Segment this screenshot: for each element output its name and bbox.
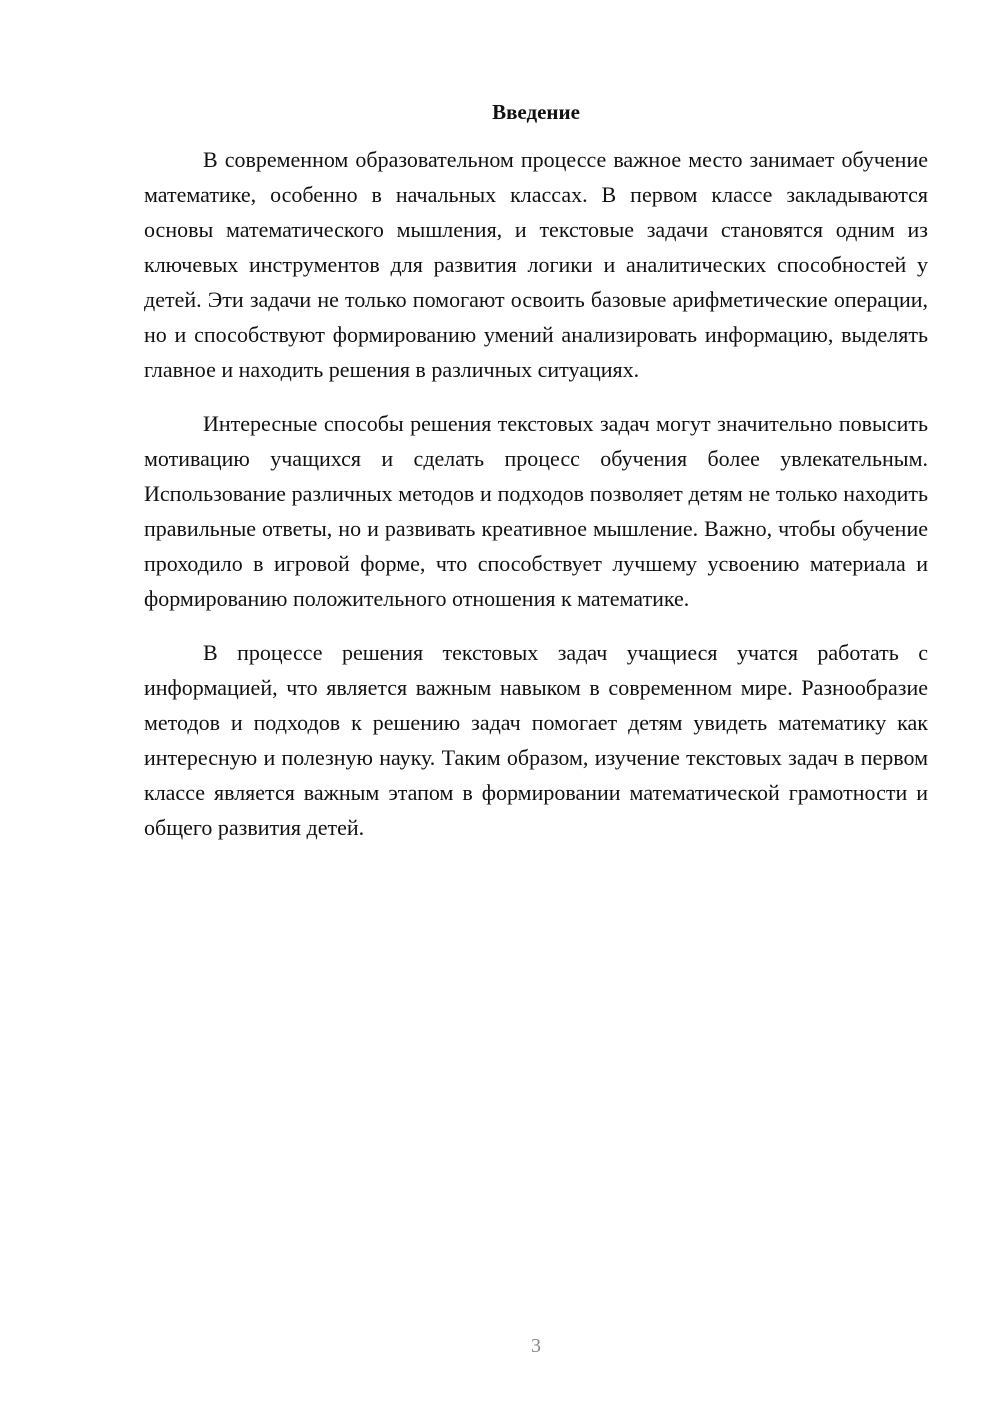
paragraph-1: В современном образовательном процессе важное место занимает обучение математике, особенно в начальных классах. В первом классе закладываются основы математического мышления, и текстовые задачи становятся одним из ключевых инструментов для развития логики и аналитических способностей у детей. Эти задачи не только помогают освоить базовые арифметические операции, но и способствуют формированию умений анализировать информацию, выделять главное и находить решения в различных ситуациях. — [144, 147, 928, 382]
body-text — [144, 142, 928, 864]
page-number: 3 — [531, 1335, 541, 1357]
section-title: Введение — [492, 100, 580, 124]
paragraph-3: В процессе решения текстовых задач учащиеся учатся работать с информацией, что является важным навыком в современном мире. Разнообразие методов и подходов к решению задач помогает детям увидеть математику как интересную и полезную науку. Таким образом, изучение текстовых задач в первом классе является важным этапом в формировании математической грамотности и общего развития детей. — [144, 640, 928, 840]
paragraph-2: Интересные способы решения текстовых задач могут значительно повысить мотивацию учащихся и сделать процесс обучения более увлекательным. Использование различных методов и подходов позволяет детям не только находить правильные ответы, но и развивать креативное мышление. Важно, чтобы обучение проходило в игровой форме, что способствует лучшему усвоению материала и формированию положительного отношения к математике. — [144, 411, 928, 611]
